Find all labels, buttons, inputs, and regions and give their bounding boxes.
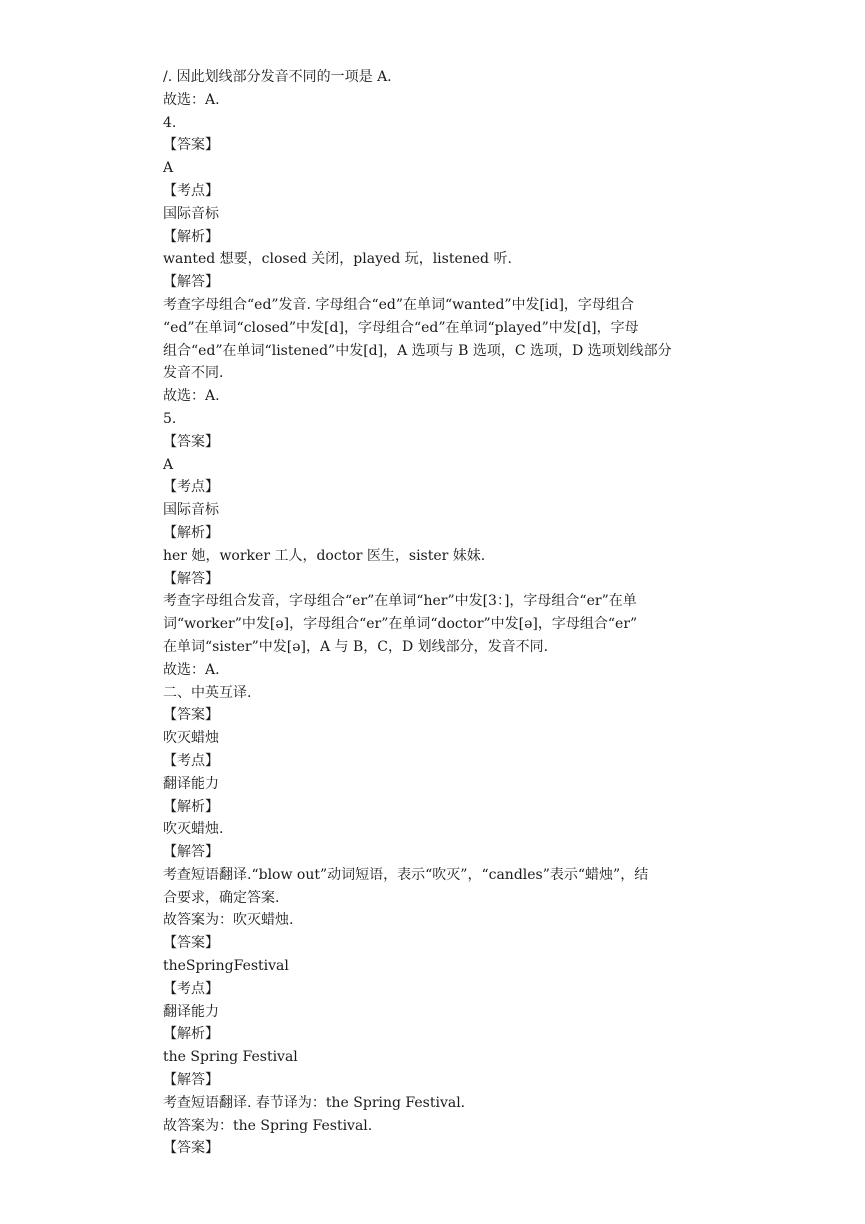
section-heading-solution: 【解答】 <box>163 570 219 587</box>
section-heading-topic: 【考点】 <box>163 752 219 769</box>
section-heading-analysis: 【解析】 <box>163 524 219 541</box>
section-heading-analysis: 【解析】 <box>163 798 219 815</box>
text-line: 故答案为：吹灭蜡烛. <box>163 912 294 929</box>
text-line: 考查字母组合“ed”发音. 字母组合“ed”在单词“wanted”中发[id]，字母组合 <box>163 296 634 313</box>
text-line: 发音不同. <box>163 365 224 382</box>
section-heading-answer: 【答案】 <box>163 935 219 952</box>
text-line: 翻译能力 <box>163 775 219 792</box>
section-heading-analysis: 【解析】 <box>163 1026 219 1043</box>
text-line: 国际音标 <box>163 502 219 519</box>
text-line: 翻译能力 <box>163 1003 219 1020</box>
text-line: 考查短语翻译. 春节译为：the Spring Festival. <box>163 1094 466 1111</box>
section-heading-solution: 【解答】 <box>163 844 219 861</box>
text-line: 故答案为：the Spring Festival. <box>163 1117 373 1134</box>
question-number: 4. <box>163 114 177 131</box>
section-heading-answer: 【答案】 <box>163 707 219 724</box>
text-line: theSpringFestival <box>163 958 289 975</box>
section-heading-answer: 【答案】 <box>163 137 219 154</box>
text-line: 考查字母组合发音，字母组合“er”在单词“her”中发[3：]，字母组合“er”在单 <box>163 593 637 610</box>
section-heading-analysis: 【解析】 <box>163 228 219 245</box>
section-heading-answer: 【答案】 <box>163 1140 219 1157</box>
text-line: 考查短语翻译.“blow out”动词短语，表示“吹灭”，“candles”表示“蜡烛”，结 <box>163 866 649 883</box>
section-heading-answer: 【答案】 <box>163 433 219 450</box>
text-line: /. 因此划线部分发音不同的一项是 A. <box>163 69 392 85</box>
text-line: “ed”在单词“closed”中发[d]，字母组合“ed”在单词“played”中发[d]，字母 <box>163 319 639 336</box>
text-line: 故选：A. <box>163 388 220 405</box>
text-line: A <box>163 456 174 473</box>
section-heading-solution: 【解答】 <box>163 274 219 291</box>
text-line: 吹灭蜡烛. <box>163 821 224 838</box>
section-heading-solution: 【解答】 <box>163 1072 219 1089</box>
text-line: A <box>163 160 174 177</box>
section-heading-topic: 【考点】 <box>163 980 219 997</box>
text-line: the Spring Festival <box>163 1049 298 1066</box>
text-line: 词“worker”中发[ə]，字母组合“er”在单词“doctor”中发[ə]，字母组合“er” <box>163 616 638 633</box>
section-heading-topic: 【考点】 <box>163 479 219 496</box>
document-page <box>163 66 738 1160</box>
text-line: 合要求，确定答案. <box>163 889 280 906</box>
text-line: her 她，worker 工人，doctor 医生，sister 妹妹. <box>163 547 486 564</box>
text-line: wanted 想要，closed 关闭，played 玩，listened 听. <box>163 251 512 268</box>
text-line: 国际音标 <box>163 205 219 222</box>
text-line: 吹灭蜡烛 <box>163 730 219 747</box>
text-line: 在单词“sister”中发[ə]，A 与 B，C，D 划线部分，发音不同. <box>163 638 549 655</box>
text-line: 故选：A. <box>163 661 220 678</box>
question-number: 5. <box>163 410 177 427</box>
section-heading-topic: 【考点】 <box>163 182 219 199</box>
text-line: 组合“ed”在单词“listened”中发[d]，A 选项与 B 选项，C 选项，D 选项划线部分 <box>163 342 672 359</box>
part-heading: 二、中英互译. <box>163 684 252 701</box>
text-line: 故选：A. <box>163 91 220 108</box>
